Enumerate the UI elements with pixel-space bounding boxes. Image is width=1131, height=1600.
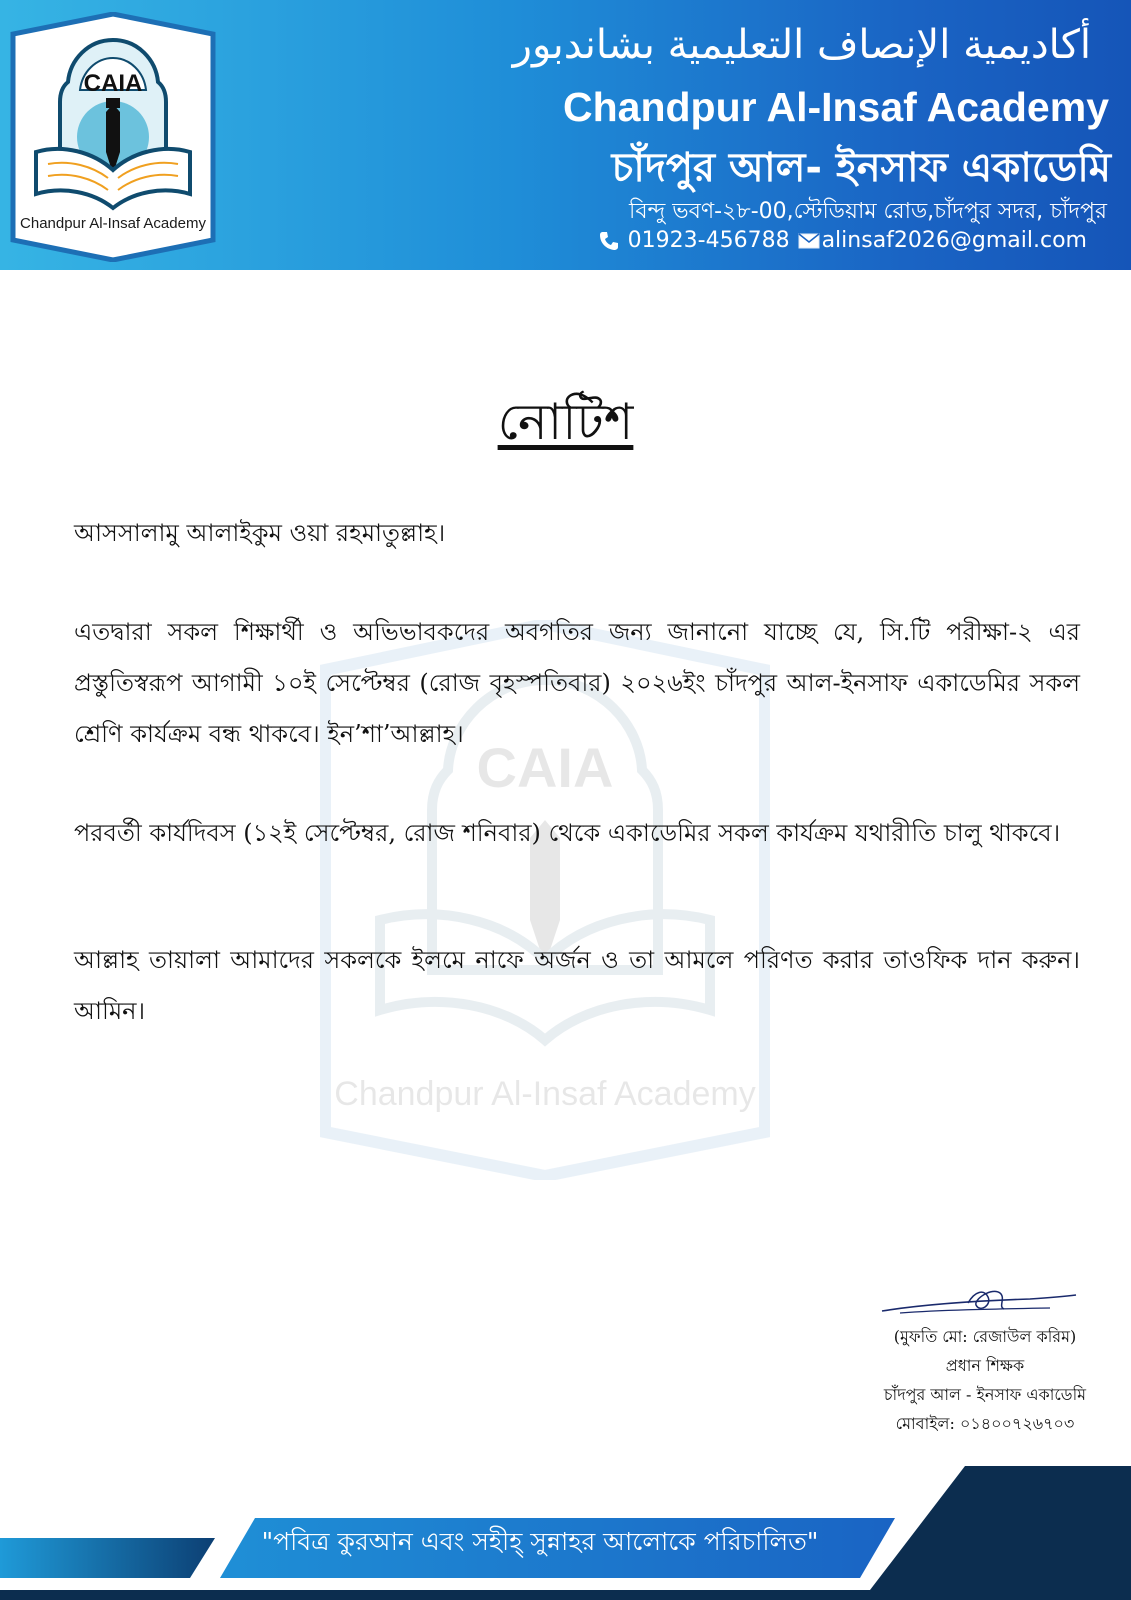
- signatory-block: [870, 1322, 1100, 1438]
- contact-line: [598, 228, 1087, 253]
- phone-number: 01923-456788: [627, 228, 790, 253]
- handwritten-signature: [880, 1283, 1080, 1323]
- letterhead-header: [0, 0, 1131, 270]
- signatory-mobile: মোবাইল: ০১৪০০৭২৬৭০৩: [895, 1414, 1075, 1433]
- institution-name-english: Chandpur Al-Insaf Academy: [563, 84, 1109, 130]
- institution-name-arabic: أكاديمية الإنصاف التعليمية بشاندبور: [512, 22, 1091, 68]
- greeting-text: আসসালামু আলাইকুম ওয়া রহমাতুল্লাহ।: [74, 519, 446, 547]
- notice-paragraph-closure: এতদ্বারা সকল শিক্ষার্থী ও অভিভাবকদের অবগতির জন্য জানানো যাচ্ছে যে, সি.টি পরীক্ষা-২ এর প্রস্তুতিস্বরূপ আগামী ১০ই সেপ্টেম্বর (রোজ বৃহস্পতিবার) ২০২৬ইং চাঁদপুর আল-ইনসাফ একাডেমির সকল শ্রেণি কার্যক্রম বন্ধ থাকবে। ইন’শা’আল্লাহ।: [74, 618, 1080, 748]
- signatory-name: (মুফতি মো: রেজাউল করিম): [893, 1327, 1077, 1346]
- watermark-acronym: CAIA: [476, 736, 614, 799]
- signatory-institution: চাঁদপুর আল - ইনসাফ একাডেমি: [883, 1385, 1087, 1404]
- phone-icon: [598, 231, 620, 251]
- email-address: alinsaf2026@gmail.com: [821, 228, 1087, 253]
- logo-institution-name: Chandpur Al-Insaf Academy: [20, 215, 206, 232]
- signatory-designation: প্রধান শিক্ষক: [945, 1356, 1025, 1375]
- notice-paragraph-resumption: পরবর্তী কার্যদিবস (১২ই সেপ্টেম্বর, রোজ শনিবার) থেকে একাডেমির সকল কার্যক্রম যথারীতি চালু থাকবে।: [74, 819, 1061, 847]
- watermark-institution-name: Chandpur Al-Insaf Academy: [334, 1075, 756, 1113]
- academy-logo: [8, 12, 218, 262]
- logo-acronym: CAIA: [83, 70, 143, 97]
- institution-address: বিন্দু ভবণ-২৮-00,স্টেডিয়াম রোড,চাঁদপুর সদর, চাঁদপুর: [629, 199, 1107, 224]
- notice-title: নোটিশ: [497, 393, 634, 451]
- envelope-icon: [798, 231, 820, 251]
- footer-motto: "পবিত্র কুরআন এবং সহীহ্ সুন্নাহর আলোকে পরিচালিত": [261, 1527, 819, 1556]
- institution-name-bangla: চাঁদপুর আল- ইনসাফ একাডেমি: [611, 145, 1111, 191]
- notice-paragraph-dua: আল্লাহ তায়ালা আমাদের সকলকে ইলমে নাফে অর্জন ও তা আমলে পরিণত করার তাওফিক দান করুন।আমিন।: [74, 946, 1080, 1025]
